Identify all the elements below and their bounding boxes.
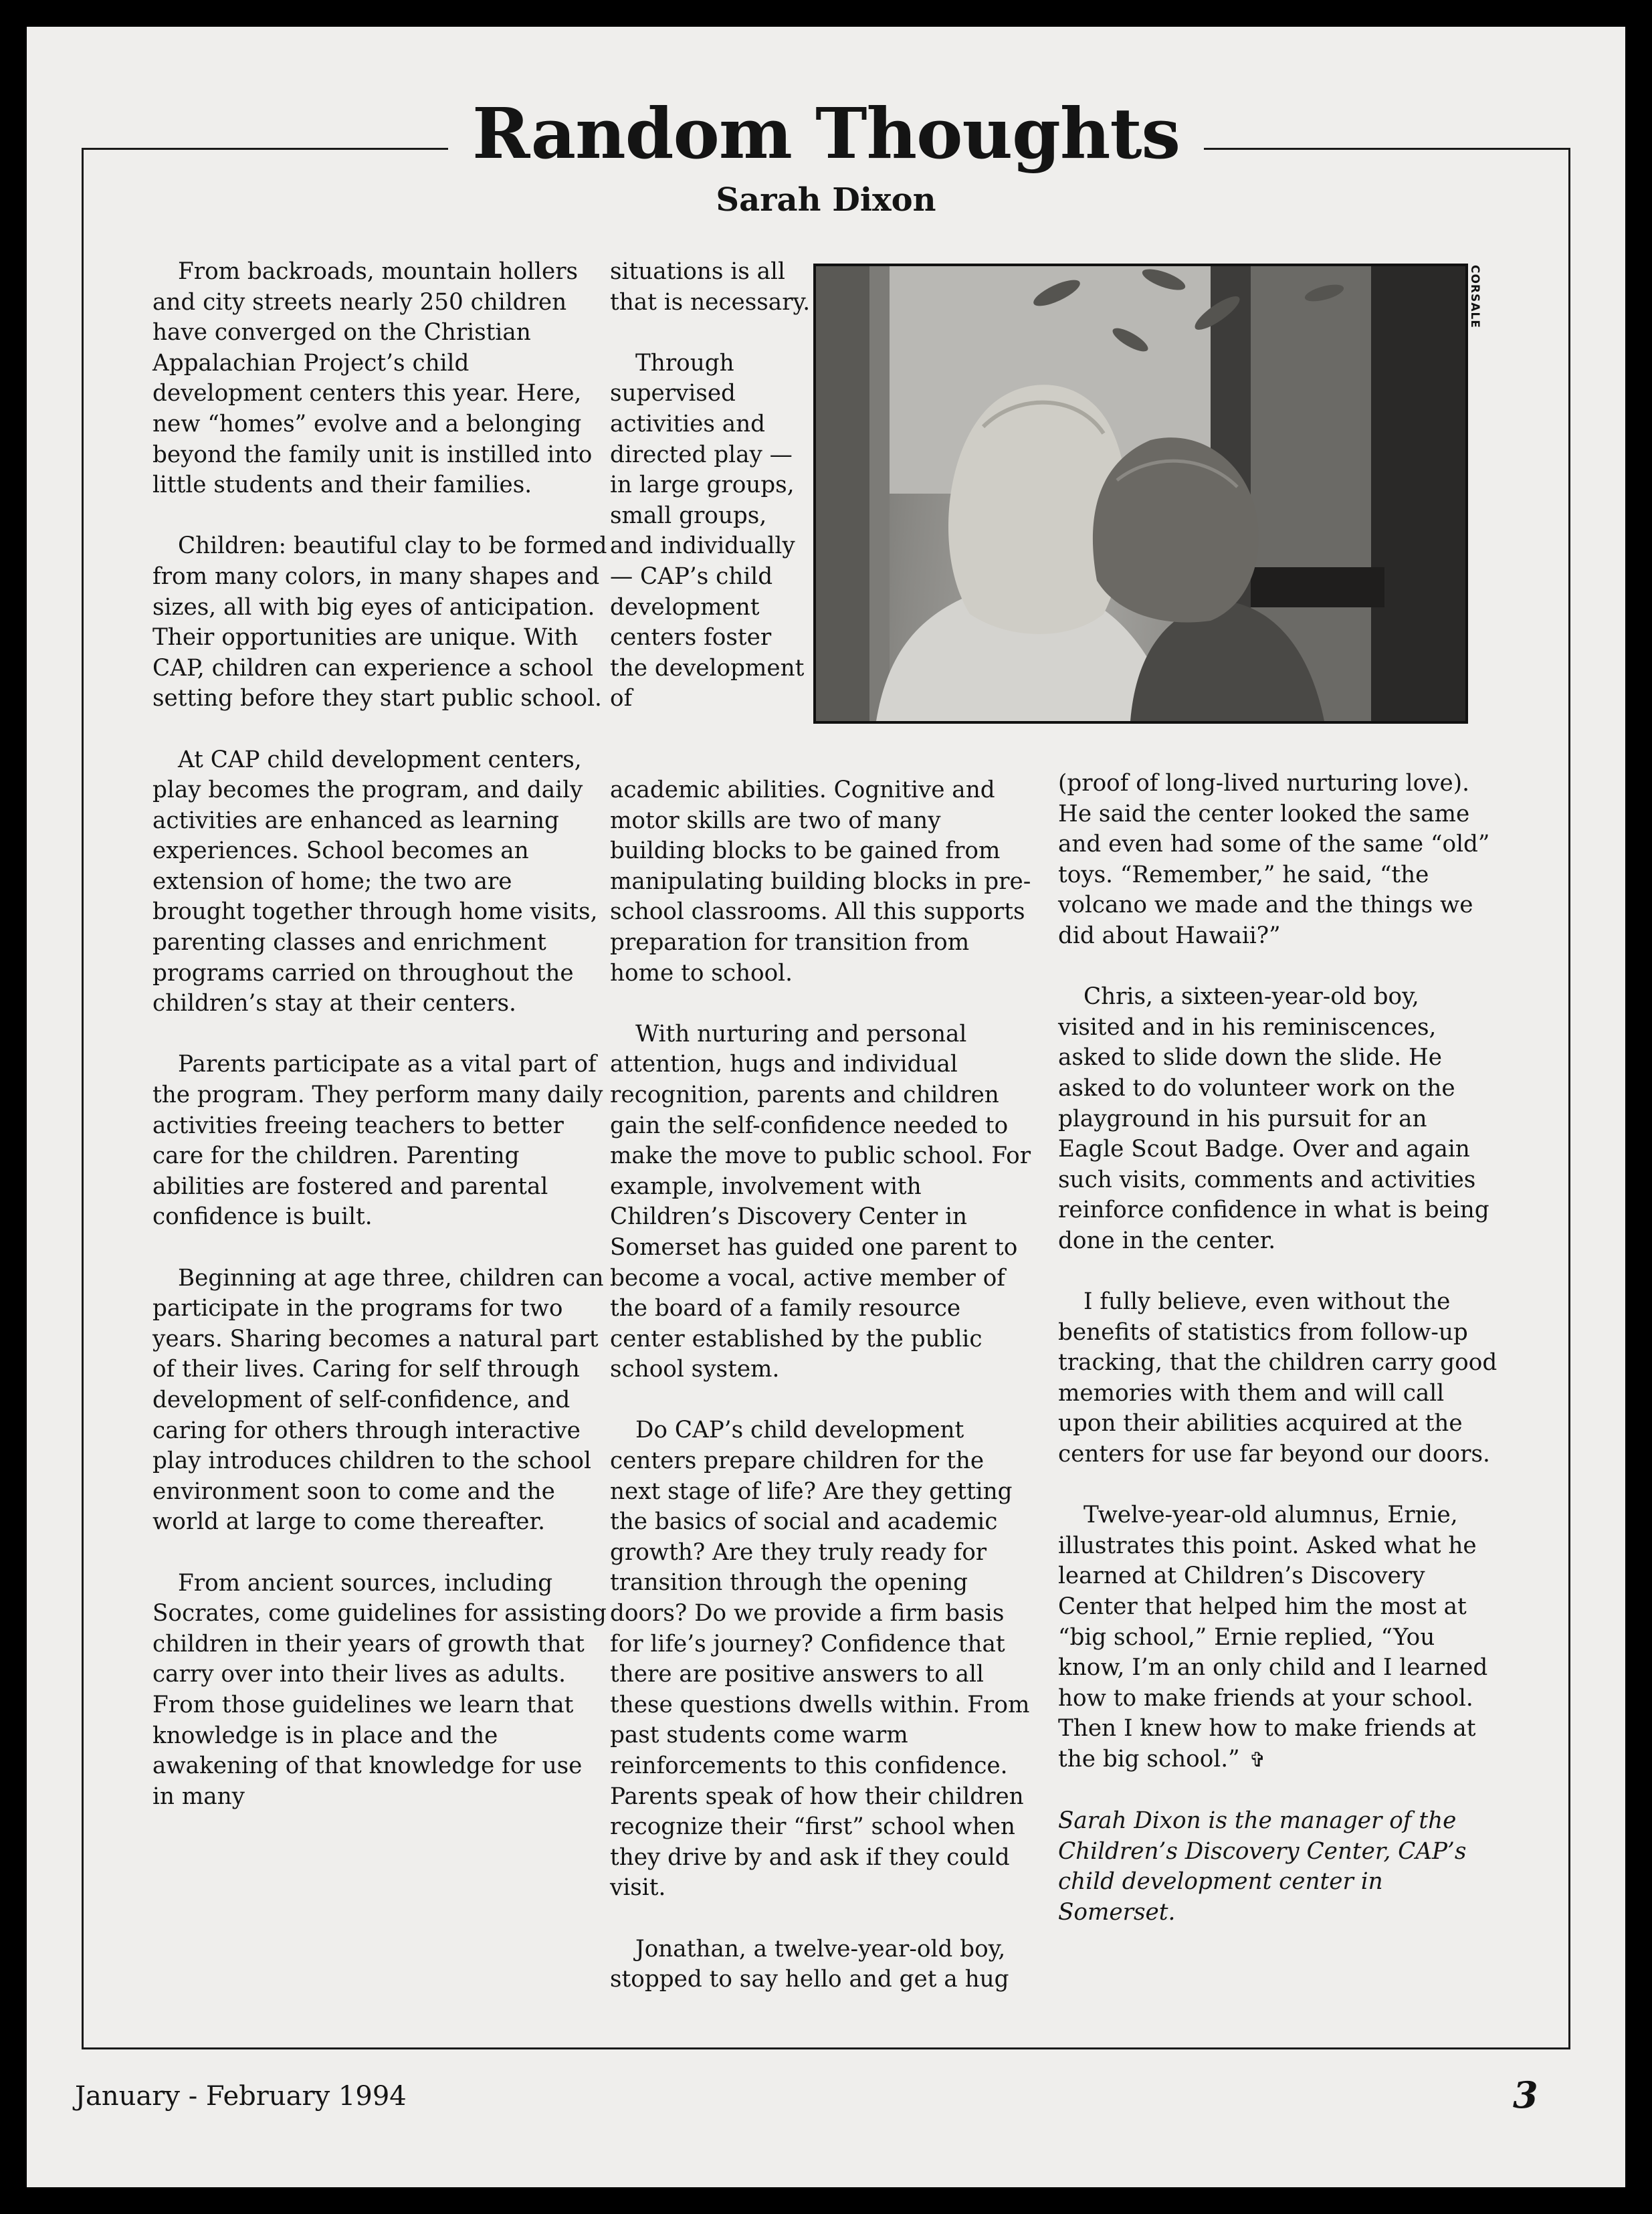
paragraph: Parents participate as a vital part of the program. They perform many daily activities freeing teachers to better care for the children. Parenting abilities are fostered and parental confidence is built.	[152, 1051, 603, 1231]
issue-date: January - February 1994	[75, 2081, 407, 2112]
column-1	[152, 257, 607, 1843]
paragraph: Do CAP’s child development centers prepare children for the next stage of life? Are they getting the basics of social and academic growth? Are they truly ready for transition through the opening doors? Do we provide a firm basis for life’s journey? Confidence that there are positive answers to all these questions dwells within. From past students come warm reinforcements to this confidence. Parents speak of how their children recognize their “first” school when they drive by and ask if they could visit.	[610, 1417, 1030, 1902]
paragraph: (proof of long-lived nurturing love). He said the center looked the same and even had some of the same “old” toys. “Remember,” he said, “the volcano we made and the things we did about Hawaii?”	[1058, 770, 1490, 949]
photo-credit: CORSALE	[1468, 265, 1481, 328]
page-number: 3	[1513, 2074, 1538, 2116]
paragraph-text: Twelve-year-old alumnus, Ernie, illustrates this point. Asked what he learned at Children’s Discovery Center that helped him the most at “big school,” Ernie replied, “You know, I’m an only child and I learned how to make friends at your school. Then I knew how to make friends at the big school.”	[1058, 1502, 1488, 1773]
paragraph: From backroads, mountain hollers and city streets nearly 250 children have converged on the Christian Appalachian Project’s child development centers this year. Here, new “homes” evolve and a belonging beyond the family unit is instilled into little students and their families.	[152, 258, 593, 499]
column-2-wide	[610, 775, 1038, 2025]
author-bio: Sarah Dixon is the manager of the Children’s Discovery Center, CAP’s child development center in Somerset.	[1058, 1807, 1467, 1926]
cross-end-mark-icon: ✞	[1249, 1748, 1266, 1772]
paragraph: Children: beautiful clay to be formed from many colors, in many shapes and sizes, all with big eyes of anticipation. Their opportunities are unique. With CAP, children can experience a school setting before they start public school.	[152, 532, 607, 712]
article-title: Random Thoughts	[448, 94, 1204, 174]
title-wrap	[27, 94, 1625, 174]
paragraph: situations is all that is necessary.	[610, 258, 811, 316]
paragraph: With nurturing and personal attention, hugs and individual recognition, parents and children gain the self-confidence needed to make the move to public school. For example, involvement with Children’s Discovery Center in Somerset has guided one parent to become a vocal, active member of the board of a family resource center established by the public school system.	[610, 1020, 1031, 1383]
paragraph: Chris, a sixteen-year-old boy, visited and in his reminiscences, asked to slide down the slide. He asked to do volunteer work on the playground in his pursuit for an Eagle Scout Badge. Over and again such visits, comments and activities reinforce confidence in what is being done in the center.	[1058, 983, 1489, 1254]
paragraph: Jonathan, a twelve-year-old boy, stopped to say hello and get a hug	[610, 1935, 1009, 1993]
column-2-narrow	[610, 257, 811, 745]
paragraph: Through supervised activities and directed play —in large groups, small groups, and individually— CAP’s child development centers foster the development of	[610, 349, 805, 712]
paragraph: I fully believe, even without the benefits of statistics from follow-up tracking, that the children carry good memories with them and will call upon their abilities acquired at the centers for use far beyond our doors.	[1058, 1288, 1498, 1468]
byline: Sarah Dixon	[716, 181, 936, 219]
paragraph: At CAP child development centers, play becomes the program, and daily activities are enhanced as learning experiences. School becomes an extension of home; the two are brought together through home visits, parenting classes and enrichment programs carried on throughout the children’s stay at their centers.	[152, 746, 598, 1017]
photo-children-at-window	[813, 264, 1468, 724]
paragraph: From ancient sources, including Socrates, come guidelines for assisting children in their years of growth that carry over into their lives as adults. From those guidelines we learn that knowledge is in place and the awakening of that knowledge for use in many	[152, 1569, 607, 1810]
paragraph	[1058, 1500, 1500, 1775]
paragraph: Beginning at age three, children can participate in the programs for two years. Sharing becomes a natural part of their lives. Caring for self through development of self-confidence, and caring for others through interactive play introduces children to the school environment soon to come and the world at large to come thereafter.	[152, 1264, 604, 1536]
magazine-page	[27, 27, 1625, 2187]
photo-illustration	[816, 266, 1465, 721]
paragraph: academic abilities. Cognitive and motor skills are two of many building blocks to be gained from manipulating building blocks in pre-school classrooms. All this supports preparation for transition from home to school.	[610, 777, 1031, 987]
column-3	[1058, 769, 1500, 1958]
